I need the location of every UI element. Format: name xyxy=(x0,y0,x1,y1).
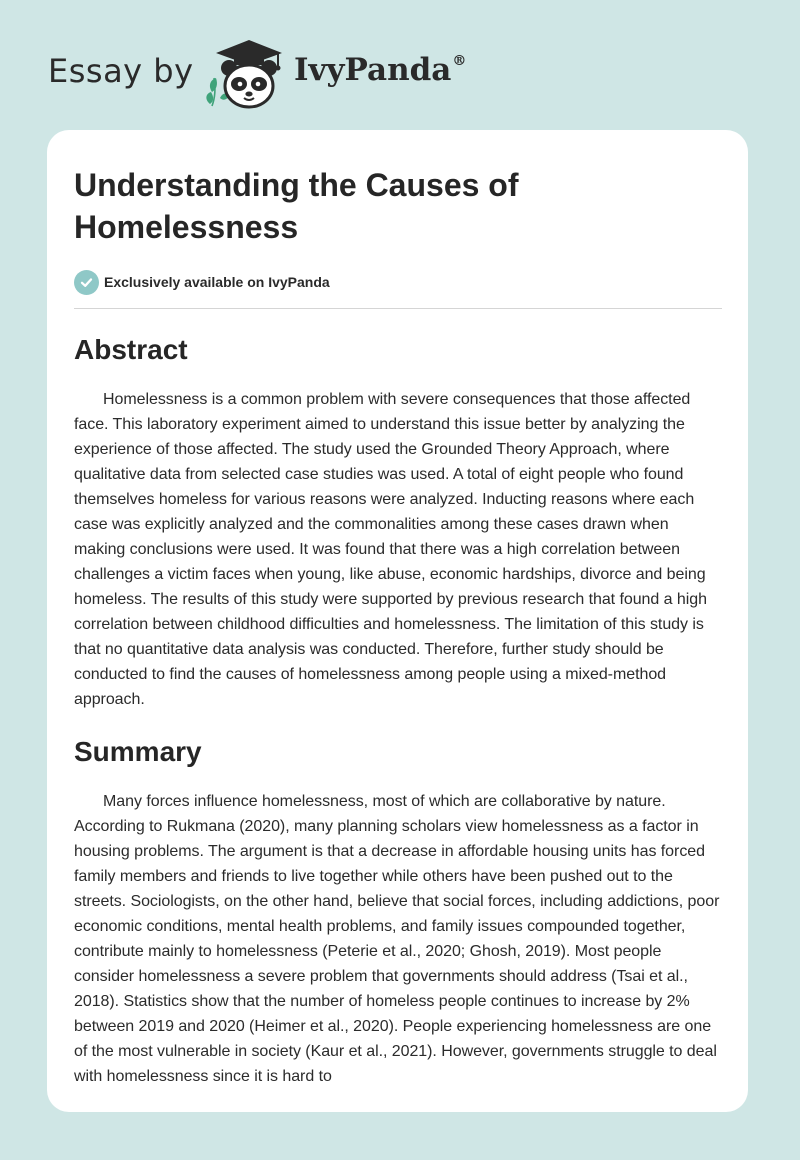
exclusive-badge-label: Exclusively available on IvyPanda xyxy=(104,274,330,290)
essay-by-label: Essay by xyxy=(48,52,194,90)
essay-card xyxy=(47,130,748,1112)
brand-name[interactable] xyxy=(294,52,466,88)
exclusive-badge xyxy=(74,268,722,296)
page-title: Understanding the Causes of Homelessness xyxy=(74,167,519,245)
essay-content xyxy=(74,164,722,1089)
summary-paragraph: Many forces influence homelessness, most of which are collaborative by nature. According to Rukmana (2020), many planning scholars view homelessness as a factor in housing problems. The argument is that a decrease in affordable housing units has forced family members and friends to live together while others have been pushed out to the streets. Sociologists, on the other hand, believe that social forces, including addictions, poor economic conditions, mental health problems, and family issues compounded together, contribute mainly to homelessness (Peterie et al., 2020; Ghosh, 2019). Most people consider homelessness a severe problem that governments should address (Tsai et al., 2018). Statistics show that the number of homeless people continues to increase by 2% between 2019 and 2020 (Heimer et al., 2020). People experiencing homelessness are one of the most vulnerable in society (Kaur et al., 2021). However, governments struggle to deal with homelessness since it is hard to xyxy=(74,793,720,1085)
brand-name-text: IvyPanda xyxy=(294,52,452,88)
site-header xyxy=(48,34,748,114)
title-divider xyxy=(74,308,722,309)
registered-mark: ® xyxy=(452,52,467,69)
summary-heading: Summary xyxy=(74,736,202,767)
abstract-paragraph: Homelessness is a common problem with severe consequences that those affected face. This laboratory experiment aimed to understand this issue better by analyzing the experience of those affected. The study used the Grounded Theory Approach, where qualitative data from selected case studies was used. A total of eight people who found themselves homeless for various reasons were analyzed. Inducting reasons where each case was explicitly analyzed and the commonalities among these cases drawn when making conclusions were used. It was found that there was a high correlation between challenges a victim faces when young, like abuse, economic hardships, divorce and being homeless. The results of this study were supported by previous research that found a high correlation between childhood difficulties and homelessness. The limitation of this study is that no quantitative data analysis was conducted. Therefore, further study should be conducted to find the causes of homelessness among people using a mixed-method approach. xyxy=(74,391,707,708)
panda-logo-icon[interactable] xyxy=(200,34,290,110)
checkmark-icon xyxy=(74,270,99,295)
abstract-heading: Abstract xyxy=(74,334,188,365)
